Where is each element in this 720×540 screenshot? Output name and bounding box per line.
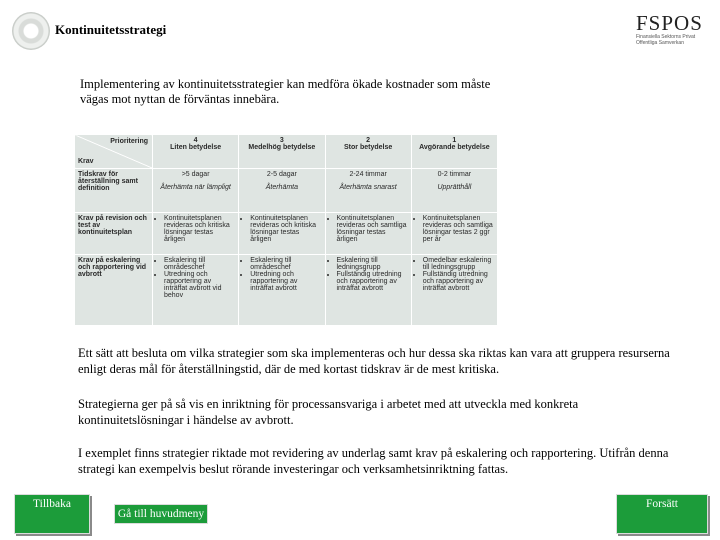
next-button-label: Forsätt <box>646 498 678 510</box>
cell-main: 2-5 dagar <box>266 171 297 178</box>
next-button[interactable] <box>616 494 708 534</box>
column-header-4 <box>153 135 239 169</box>
back-button-label: Tillbaka <box>33 498 71 510</box>
list-item: • Kontinuitetsplanen revideras och samtliga lösningar testas 2 ggr per år <box>423 215 494 243</box>
table-cell <box>239 255 325 326</box>
body-paragraph-1: Ett sätt att besluta om vilka strategier som ska implementeras och hur dessa ska riktas kan vara att gruppera resurserna enligt deras mål för återställningstid, där de med kortast tidskrav är de mest kritiska. <box>78 346 670 376</box>
main-menu-button-label: Gå till huvudmeny <box>117 508 205 520</box>
table-cell <box>411 255 497 326</box>
brand-line-2: Offentliga Samverkan <box>636 40 684 46</box>
strategy-table <box>74 134 498 326</box>
body-paragraph-3: I exemplet finns strategier riktade mot revidering av underlag samt krav på eskalering och rapportering. Utifrån denna strategi kan exempelvis beslut rörande investeringar och verksamhetsinriktning fattas. <box>78 446 669 476</box>
cell-sub: Återhämta snarast <box>339 184 397 191</box>
column-header-1 <box>411 135 497 169</box>
list-item: • Fullständig utredning och rapportering av inträffat avbrott <box>337 271 408 292</box>
table-cell <box>411 169 497 213</box>
column-label: Stor betydelse <box>344 144 393 151</box>
table-cell <box>325 255 411 326</box>
intro-text: Implementering av kontinuitetsstrategier kan medföra ökade kostnader som måste vägas mot nyttan de förväntas innebära. <box>80 77 491 106</box>
brand-name: FSPOS <box>636 11 703 35</box>
brand-line-1: Finansiella Sektorns Privat <box>636 34 696 40</box>
main-menu-button[interactable] <box>114 504 208 524</box>
cell-main: >5 dagar <box>181 171 210 178</box>
logo-circle-icon <box>12 12 50 50</box>
list-item: • Eskalering till ledningsgrupp <box>337 257 408 271</box>
cell-main: 2-24 timmar <box>349 171 387 178</box>
cell-main: 0-2 timmar <box>437 171 472 178</box>
corner-label-priority: Prioritering <box>110 138 148 145</box>
table-cell <box>153 255 239 326</box>
list-item: • Eskalering till områdeschef <box>164 257 235 271</box>
column-header-3 <box>239 135 325 169</box>
list-item: • Eskalering till områdeschef <box>250 257 321 271</box>
list-item: • Kontinuitetsplanen revideras och kritiska lösningar testas årligen <box>250 215 321 243</box>
table-cell <box>325 213 411 255</box>
column-number: 3 <box>279 137 284 144</box>
list-item: • Utredning och rapportering av inträffat avbrott <box>250 271 321 292</box>
brand-logo <box>636 12 706 46</box>
list-item: • Kontinuitetsplanen revideras och samtliga lösningar testas årligen <box>337 215 408 243</box>
column-number: 1 <box>452 137 457 144</box>
list-item: • Omedelbar eskalering till ledningsgrupp <box>423 257 494 271</box>
list-item: • Utredning och rapportering av inträffat avbrott vid behov <box>164 271 235 299</box>
list-item: • Kontinuitetsplanen revideras och kritiska lösningar testas årligen <box>164 215 235 243</box>
column-label: Liten betydelse <box>170 144 222 151</box>
table-cell <box>239 169 325 213</box>
table-cell <box>411 213 497 255</box>
body-paragraph-2: Strategierna ger på så vis en inriktning för processansvariga i arbetet med att utveckla med konkreta kontinuitetslösningar i händelse av avbrott. <box>78 397 579 427</box>
row-header-time: Tidskrav för återställning samt definition <box>75 169 153 213</box>
back-button[interactable] <box>14 494 90 534</box>
table-cell <box>153 213 239 255</box>
column-number: 2 <box>366 137 371 144</box>
column-label: Avgörande betydelse <box>419 144 490 151</box>
corner-label-requirement: Krav <box>78 158 94 165</box>
table-cell <box>325 169 411 213</box>
row-header-escalation: Krav på eskalering och rapportering vid avbrott <box>75 255 153 326</box>
list-item: • Fullständig utredning och rapportering av inträffat avbrott <box>423 271 494 292</box>
page-title: Kontinuitetsstrategi <box>55 22 167 37</box>
cell-sub: Upprätthåll <box>437 184 472 191</box>
cell-sub: Återhämta när lämpligt <box>160 184 231 191</box>
column-number: 4 <box>193 137 198 144</box>
cell-sub: Återhämta <box>265 184 299 191</box>
table-cell <box>153 169 239 213</box>
column-label: Medelhög betydelse <box>248 144 316 151</box>
column-header-2 <box>325 135 411 169</box>
table-corner-cell <box>75 135 153 169</box>
table-cell <box>239 213 325 255</box>
row-header-revision: Krav på revision och test av kontinuitetsplan <box>75 213 153 255</box>
